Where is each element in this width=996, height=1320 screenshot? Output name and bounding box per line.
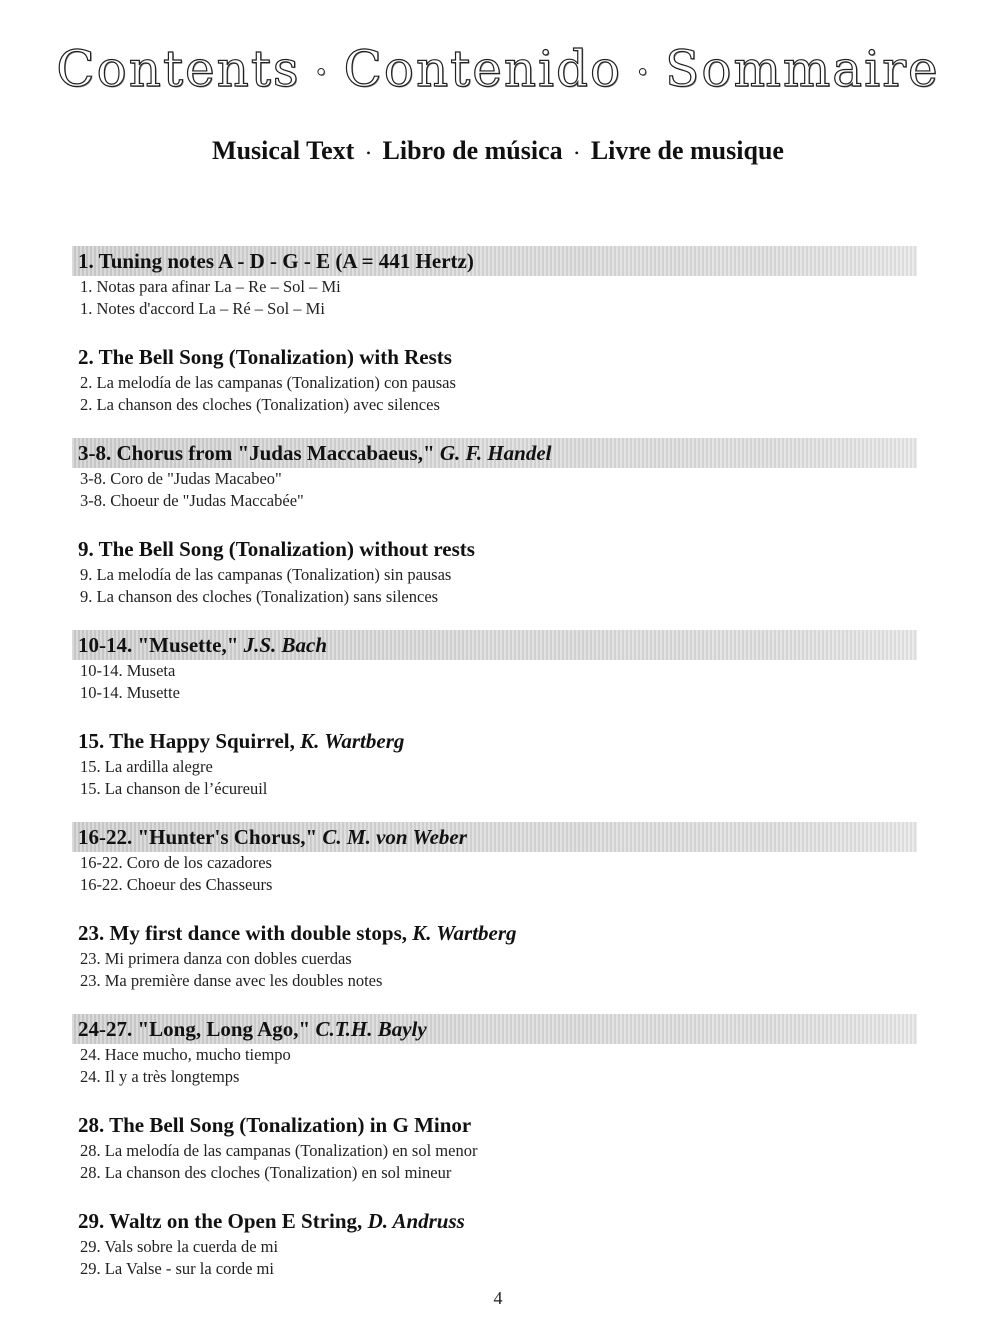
toc-entry <box>72 918 917 992</box>
entry-french: 23. Ma première danse avec les doubles notes <box>80 971 383 990</box>
page-number: 4 <box>493 1288 503 1308</box>
entry-title <box>72 1206 917 1236</box>
composer: C.T.H. Bayly <box>315 1017 427 1041</box>
toc-entry <box>72 1014 917 1088</box>
separator-dot: • <box>636 60 652 86</box>
entry-title-text: 3-8. Chorus from "Judas Maccabaeus," <box>78 441 440 465</box>
entry-spanish: 10-14. Museta <box>80 661 176 680</box>
composer: K. Wartberg <box>300 729 405 753</box>
entry-french: 9. La chanson des cloches (Tonalization) sans silences <box>80 587 439 606</box>
composer: J.S. Bach <box>243 633 328 657</box>
page-title <box>0 40 996 98</box>
entry-spanish: 9. La melodía de las campanas (Tonalization) sin pausas <box>80 565 452 584</box>
entry-french: 29. La Valse - sur la corde mi <box>80 1259 274 1278</box>
entry-title-text: 9. The Bell Song (Tonalization) without rests <box>78 537 475 561</box>
separator-dot: • <box>314 60 330 86</box>
entry-title <box>72 630 917 660</box>
entry-title-text: 29. Waltz on the Open E String, <box>78 1209 368 1233</box>
entry-french: 3-8. Choeur de "Judas Maccabée" <box>80 491 304 510</box>
entry-title-text: 10-14. "Musette," <box>78 633 244 657</box>
entry-title <box>72 1014 917 1044</box>
toc-entry <box>72 534 917 608</box>
composer: D. Andruss <box>367 1209 465 1233</box>
entry-spanish: 15. La ardilla alegre <box>80 757 213 776</box>
entry-french: 24. Il y a très longtemps <box>80 1067 240 1086</box>
entry-title <box>72 918 917 948</box>
composer: G. F. Handel <box>439 441 552 465</box>
composer: C. M. von Weber <box>322 825 467 849</box>
subtitle-spanish: Libro de música <box>382 136 563 165</box>
entry-title <box>72 1110 917 1140</box>
entry-french: 2. La chanson des cloches (Tonalization) avec silences <box>80 395 440 414</box>
toc-entry <box>72 342 917 416</box>
entry-title <box>72 246 917 276</box>
entry-french: 28. La chanson des cloches (Tonalization) en sol mineur <box>80 1163 452 1182</box>
table-of-contents <box>72 246 917 1302</box>
toc-entry <box>72 246 917 320</box>
entry-title <box>72 822 917 852</box>
entry-title <box>72 726 917 756</box>
toc-entry <box>72 438 917 512</box>
entry-title <box>72 534 917 564</box>
section-subtitle <box>0 136 996 166</box>
entry-spanish: 2. La melodía de las campanas (Tonalization) con pausas <box>80 373 456 392</box>
entry-title-text: 24-27. "Long, Long Ago," <box>78 1017 316 1041</box>
title-spanish: Contenido <box>343 40 623 98</box>
entry-spanish: 28. La melodía de las campanas (Tonalization) en sol menor <box>80 1141 478 1160</box>
entry-title-text: 28. The Bell Song (Tonalization) in G Minor <box>78 1113 472 1137</box>
toc-entry <box>72 1206 917 1280</box>
entry-title <box>72 438 917 468</box>
entry-french: 16-22. Choeur des Chasseurs <box>80 875 273 894</box>
subtitle-french: Livre de musique <box>590 136 784 165</box>
entry-title-text: 2. The Bell Song (Tonalization) with Rests <box>78 345 452 369</box>
entry-spanish: 24. Hace mucho, mucho tiempo <box>80 1045 291 1064</box>
entry-title-text: 1. Tuning notes A - D - G - E (A = 441 Hertz) <box>78 249 474 273</box>
entry-title-text: 15. The Happy Squirrel, <box>78 729 301 753</box>
toc-entry <box>72 822 917 896</box>
composer: K. Wartberg <box>412 921 517 945</box>
entry-spanish: 23. Mi primera danza con dobles cuerdas <box>80 949 352 968</box>
separator-dot: • <box>574 145 579 160</box>
toc-entry <box>72 630 917 704</box>
toc-entry <box>72 726 917 800</box>
separator-dot: • <box>366 145 371 160</box>
entry-french: 1. Notes d'accord La – Ré – Sol – Mi <box>80 299 325 318</box>
toc-entry <box>72 1110 917 1184</box>
entry-title-text: 23. My first dance with double stops, <box>78 921 413 945</box>
entry-spanish: 29. Vals sobre la cuerda de mi <box>80 1237 279 1256</box>
entry-spanish: 1. Notas para afinar La – Re – Sol – Mi <box>80 277 341 296</box>
entry-spanish: 3-8. Coro de "Judas Macabeo" <box>80 469 282 488</box>
title-french: Sommaire <box>665 40 940 98</box>
title-english: Contents <box>56 40 301 98</box>
entry-title-text: 16-22. "Hunter's Chorus," <box>78 825 323 849</box>
entry-title <box>72 342 917 372</box>
entry-french: 10-14. Musette <box>80 683 180 702</box>
entry-spanish: 16-22. Coro de los cazadores <box>80 853 272 872</box>
subtitle-english: Musical Text <box>212 136 355 165</box>
entry-french: 15. La chanson de l’écureuil <box>80 779 268 798</box>
